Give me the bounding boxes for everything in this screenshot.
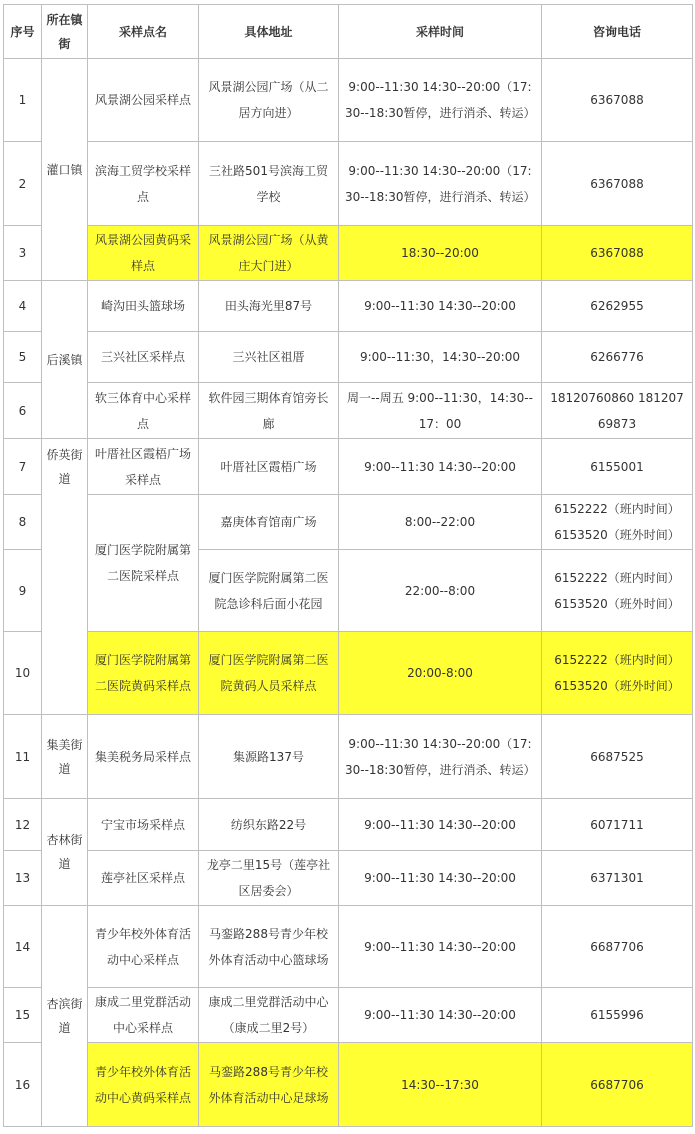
- address: 叶厝社区霞梧广场: [199, 439, 339, 495]
- address: 厦门医学院附属第二医院黄码人员采样点: [199, 632, 339, 715]
- row-number: 9: [4, 550, 42, 632]
- site-name: 青少年校外体育活动中心黄码采样点: [88, 1043, 199, 1127]
- sampling-time: 9:00--11:30 14:30--20:00: [339, 439, 542, 495]
- site-name: 莲亭社区采样点: [88, 851, 199, 906]
- row-number: 16: [4, 1043, 42, 1127]
- table-row: [4, 799, 693, 851]
- row-number: 14: [4, 906, 42, 988]
- site-name: 软三体育中心采样点: [88, 383, 199, 439]
- address: 软件园三期体育馆旁长廊: [199, 383, 339, 439]
- row-number: 15: [4, 988, 42, 1043]
- header-row: [4, 5, 693, 59]
- phone: 6262955: [542, 281, 693, 332]
- table-row: [4, 632, 693, 715]
- table-row: [4, 332, 693, 383]
- row-number: 2: [4, 142, 42, 226]
- phone: 6687706: [542, 906, 693, 988]
- sampling-time: 9:00--11:30，14:30--20:00: [339, 332, 542, 383]
- sampling-time: 9:00--11:30 14:30--20:00（17:30--18:30暂停，进行消杀、转运）: [339, 715, 542, 799]
- town-cell: 集美街道: [42, 715, 88, 799]
- phone-off-duty: 6153520（班外时间）: [554, 679, 680, 693]
- row-number: 11: [4, 715, 42, 799]
- header-time: 采样时间: [339, 5, 542, 59]
- sampling-time: 14:30--17:30: [339, 1043, 542, 1127]
- table-row: [4, 226, 693, 281]
- row-number: 5: [4, 332, 42, 383]
- site-name: 厦门医学院附属第二医院黄码采样点: [88, 632, 199, 715]
- sampling-sites-table: [3, 4, 693, 1127]
- phone: 6071711: [542, 799, 693, 851]
- row-number: 4: [4, 281, 42, 332]
- table-row: [4, 988, 693, 1043]
- site-name: 崎沟田头篮球场: [88, 281, 199, 332]
- header-site: 采样点名: [88, 5, 199, 59]
- address: 三社路501号滨海工贸学校: [199, 142, 339, 226]
- table-row: [4, 1043, 693, 1127]
- phone: 6687706: [542, 1043, 693, 1127]
- address: 马銮路288号青少年校外体育活动中心足球场: [199, 1043, 339, 1127]
- town-cell: 侨英街道: [42, 439, 88, 715]
- phone: 6367088: [542, 142, 693, 226]
- phone: [542, 632, 693, 715]
- phone-on-duty: 6152222（班内时间）: [554, 502, 680, 516]
- row-number: 1: [4, 59, 42, 142]
- sampling-time: 9:00--11:30 14:30--20:00: [339, 281, 542, 332]
- site-name: 集美税务局采样点: [88, 715, 199, 799]
- phone-off-duty: 6153520（班外时间）: [554, 528, 680, 542]
- row-number: 6: [4, 383, 42, 439]
- phone-on-duty: 6152222（班内时间）: [554, 570, 680, 585]
- town-cell: 杏滨街道: [42, 906, 88, 1127]
- header-no: 序号: [4, 5, 42, 59]
- sampling-time: 8:00--22:00: [339, 495, 542, 550]
- address: 三兴社区祖厝: [199, 332, 339, 383]
- site-name: 叶厝社区霞梧广场采样点: [88, 439, 199, 495]
- site-name: 康成二里党群活动中心采样点: [88, 988, 199, 1043]
- phone: 6155001: [542, 439, 693, 495]
- address: 厦门医学院附属第二医院急诊科后面小花园: [199, 550, 339, 632]
- address: 风景湖公园广场（从黄庄大门进）: [199, 226, 339, 281]
- row-number: 7: [4, 439, 42, 495]
- row-number: 10: [4, 632, 42, 715]
- address: 风景湖公园广场（从二居方向进）: [199, 59, 339, 142]
- address: 马銮路288号青少年校外体育活动中心篮球场: [199, 906, 339, 988]
- address: 田头海光里87号: [199, 281, 339, 332]
- table-row: [4, 906, 693, 988]
- address: 龙亭二里15号（莲亭社区居委会）: [199, 851, 339, 906]
- phone: [542, 550, 693, 632]
- row-number: 12: [4, 799, 42, 851]
- header-address: 具体地址: [199, 5, 339, 59]
- sampling-time: 9:00--11:30 14:30--20:00: [339, 906, 542, 988]
- phone: 6266776: [542, 332, 693, 383]
- town-cell: 杏林街道: [42, 799, 88, 906]
- table-row: [4, 142, 693, 226]
- header-phone: 咨询电话: [542, 5, 693, 59]
- table-row: [4, 281, 693, 332]
- town-cell: 灌口镇: [42, 59, 88, 281]
- site-name: 风景湖公园采样点: [88, 59, 199, 142]
- phone: 6371301: [542, 851, 693, 906]
- sampling-time: 9:00--11:30 14:30--20:00（17:30--18:30暂停，进行消杀、转运）: [339, 59, 542, 142]
- row-number: 13: [4, 851, 42, 906]
- phone: 6155996: [542, 988, 693, 1043]
- address: 纺织东路22号: [199, 799, 339, 851]
- sampling-time: 9:00--11:30 14:30--20:00: [339, 799, 542, 851]
- phone: [542, 495, 693, 550]
- phone: 6687525: [542, 715, 693, 799]
- sampling-time: 9:00--11:30 14:30--20:00: [339, 851, 542, 906]
- row-number: 3: [4, 226, 42, 281]
- row-number: 8: [4, 495, 42, 550]
- sampling-time: 18:30--20:00: [339, 226, 542, 281]
- table-row: [4, 715, 693, 799]
- table-row: [4, 495, 693, 550]
- sampling-time: 周一--周五 9:00--11:30，14:30--17：00: [339, 383, 542, 439]
- phone: 18120760860 18120769873: [542, 383, 693, 439]
- table-row: [4, 439, 693, 495]
- site-name: 宁宝市场采样点: [88, 799, 199, 851]
- town-cell: 后溪镇: [42, 281, 88, 439]
- site-name: 三兴社区采样点: [88, 332, 199, 383]
- address: 集源路137号: [199, 715, 339, 799]
- table-row: [4, 59, 693, 142]
- sampling-time: 9:00--11:30 14:30--20:00: [339, 988, 542, 1043]
- address: 嘉庚体育馆南广场: [199, 495, 339, 550]
- phone: 6367088: [542, 226, 693, 281]
- table-row: [4, 383, 693, 439]
- address: 康成二里党群活动中心（康成二里2号）: [199, 988, 339, 1043]
- sampling-time: 22:00--8:00: [339, 550, 542, 632]
- sampling-time: 9:00--11:30 14:30--20:00（17:30--18:30暂停，进行消杀、转运）: [339, 142, 542, 226]
- phone-on-duty: 6152222（班内时间）: [554, 653, 680, 667]
- table-row: [4, 851, 693, 906]
- site-name: 风景湖公园黄码采样点: [88, 226, 199, 281]
- sampling-time: 20:00-8:00: [339, 632, 542, 715]
- site-name: 滨海工贸学校采样点: [88, 142, 199, 226]
- phone: 6367088: [542, 59, 693, 142]
- phone-off-duty: 6153520（班外时间）: [554, 596, 680, 611]
- site-name: 青少年校外体育活动中心采样点: [88, 906, 199, 988]
- site-name: 厦门医学院附属第二医院采样点: [88, 495, 199, 632]
- header-town: 所在镇街: [42, 5, 88, 59]
